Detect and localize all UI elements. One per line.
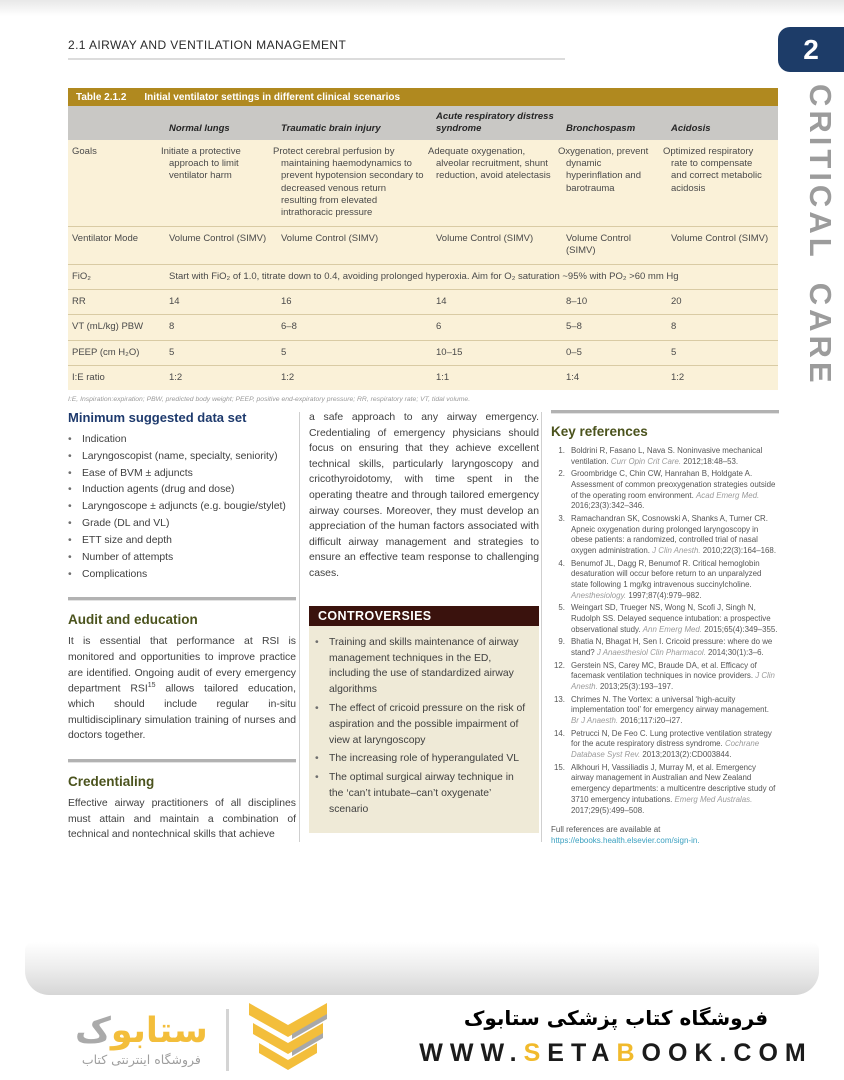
list-item bbox=[68, 533, 296, 549]
url-part: ETA bbox=[547, 1039, 617, 1067]
table-row bbox=[68, 365, 778, 390]
chapter-number-tab: 2 bbox=[778, 27, 844, 72]
table-cell: 1:2 bbox=[667, 365, 778, 390]
table-cell: Volume Control (SIMV) bbox=[667, 226, 778, 264]
table-cell: 5 bbox=[277, 340, 432, 365]
table-cell: 14 bbox=[432, 289, 562, 314]
table-row bbox=[68, 140, 778, 227]
reference-citation: 2010;22(3):164–168. bbox=[700, 546, 777, 556]
reference-item bbox=[551, 695, 779, 727]
reference-citation: 2015;65(4):349–355. bbox=[702, 624, 778, 634]
table-cell: 0–5 bbox=[562, 340, 667, 365]
list-item bbox=[315, 751, 529, 767]
table-cell: 5–8 bbox=[562, 315, 667, 340]
column-header: Normal lungs bbox=[165, 106, 277, 140]
table-cell: 5 bbox=[667, 340, 778, 365]
list-item bbox=[68, 516, 296, 532]
column-divider bbox=[299, 412, 300, 842]
reference-item bbox=[551, 661, 779, 693]
reference-text: Chrimes N. The Vortex: a universal ‘high-acuity implementation tool’ for emergency airway management. bbox=[571, 694, 769, 715]
chevrons-icon bbox=[245, 1001, 331, 1079]
table-cell: Volume Control (SIMV) bbox=[165, 226, 277, 264]
reference-number: 1. bbox=[558, 446, 565, 455]
bullet-glyph: • bbox=[68, 484, 72, 496]
reference-item bbox=[551, 559, 779, 602]
url-part-gold: B bbox=[616, 1039, 642, 1067]
credentialing-paragraph: Effective airway practitioners of all disciplines must attain and maintain a combination of technical and nontechnical skills that achieve bbox=[68, 798, 296, 841]
list-item-text: Training and skills maintenance of airway management techniques in the ED, including the use of standardized airway algorithms bbox=[329, 636, 519, 696]
table-cell: 14 bbox=[165, 289, 277, 314]
table-cell: Oxygenation, prevent dynamic hyperinflation and barotrauma bbox=[562, 140, 667, 227]
column-header: Acute respiratory distress syndrome bbox=[432, 106, 562, 140]
table-header-empty bbox=[68, 106, 165, 140]
table-cell: 16 bbox=[277, 289, 432, 314]
table-row bbox=[68, 315, 778, 340]
setabook-logo bbox=[75, 1000, 331, 1080]
list-item-text: ETT size and depth bbox=[82, 534, 172, 546]
reference-number: 3. bbox=[558, 514, 565, 524]
reference-journal: J Anaesthesiol Clin Pharmacol. bbox=[596, 648, 706, 658]
table-cell: Adequate oxygenation, alveolar recruitment, shunt reduction, avoid atelectasis bbox=[432, 140, 562, 227]
section-rule bbox=[68, 759, 296, 763]
reference-journal: Ann Emerg Med. bbox=[642, 624, 703, 634]
paragraph-text: It is essential that performance at RSI is monitored and opportunities to improve practice are identified. Ongoing audit of every emergency department RSI bbox=[68, 636, 296, 695]
reference-journal: Emerg Med Australas. bbox=[674, 794, 753, 804]
bullet-glyph: • bbox=[68, 450, 72, 462]
list-item-text: Laryngoscope ± adjuncts (e.g. bougie/stylet) bbox=[82, 501, 286, 513]
table-row bbox=[68, 264, 778, 289]
list-item bbox=[68, 466, 296, 482]
bullet-glyph: • bbox=[315, 702, 319, 714]
list-item-text: Laryngoscopist (name, specialty, seniority) bbox=[82, 450, 278, 462]
reference-journal: Curr Opin Crit Care. bbox=[610, 456, 682, 466]
list-item bbox=[68, 567, 296, 583]
reference-text: Boldrini R, Fasano L, Nava S. Noninvasive mechanical ventilation. bbox=[571, 446, 763, 466]
column-header: Acidosis bbox=[667, 106, 778, 140]
table-cell: Volume Control (SIMV) bbox=[562, 226, 667, 264]
list-item-text: Induction agents (drug and dose) bbox=[82, 484, 235, 496]
header-rule bbox=[68, 58, 565, 60]
table-cell: 8–10 bbox=[562, 289, 667, 314]
bullet-glyph: • bbox=[68, 568, 72, 580]
reference-journal: Acad Emerg Med. bbox=[696, 490, 760, 500]
table-cell: 8 bbox=[667, 315, 778, 340]
table-cell: Optimized respiratory rate to compensate and correct metabolic acidosis bbox=[667, 140, 778, 227]
reference-citation: 2016;117:i20–i27. bbox=[618, 716, 683, 726]
bullet-glyph: • bbox=[315, 753, 319, 765]
table-cell-span: Start with FiO₂ of 1.0, titrate down to 0.4, avoiding prolonged hyperoxia. Aim for O₂ saturation ~95% with PO₂ >60 mm Hg bbox=[165, 264, 778, 289]
reference-citation: 2017;29(5):499–508. bbox=[571, 805, 645, 815]
list-item bbox=[68, 432, 296, 448]
continuation-paragraph: a safe approach to any airway emergency. Credentialing of emergency physicians should focus on ensuring that they achieve excellent technical skills, particularly laryngoscopy and cricothyroidotomy, with time spent in the operating theatre and through tailored emergency airway courses. Moreover, they must develop an appreciation of the human factors associated with difficult airway management and strategies to ensure an effective team response to challenging cases. bbox=[309, 412, 539, 580]
reference-number: 13. bbox=[554, 694, 565, 704]
setabook-wordmark bbox=[75, 1013, 208, 1067]
reference-number: 4. bbox=[558, 558, 565, 568]
bullet-glyph: • bbox=[68, 467, 72, 479]
reference-item bbox=[551, 763, 779, 816]
table-title: Initial ventilator settings in different clinical scenarios bbox=[144, 91, 401, 103]
logo-divider bbox=[226, 1009, 229, 1071]
reference-text: Groombridge C, Chin CW, Hanrahan B, Holdgate A. Assessment of common preoxygenation strategies outside of the operating room environment. bbox=[571, 469, 776, 500]
table-cell: 6–8 bbox=[277, 315, 432, 340]
table-cell: Initiate a protective approach to limit ventilator harm bbox=[165, 140, 277, 227]
reference-citation: 2016;23(3):342–346. bbox=[571, 501, 645, 511]
reference-number: 5. bbox=[558, 603, 565, 613]
list-item-text: The effect of cricoid pressure on the risk of aspiration and the possible impairment of view at laryngoscopy bbox=[329, 702, 526, 746]
row-label: PEEP (cm H₂O) bbox=[68, 340, 165, 365]
reference-number: 2. bbox=[558, 469, 565, 479]
list-item-text: Indication bbox=[82, 434, 127, 445]
middle-column bbox=[309, 410, 539, 833]
table-cell: 20 bbox=[667, 289, 778, 314]
reference-item bbox=[551, 637, 779, 658]
list-item bbox=[68, 550, 296, 566]
bullet-glyph: • bbox=[315, 772, 319, 784]
section-rule bbox=[551, 410, 779, 414]
full-references-text: Full references are available at bbox=[551, 825, 661, 835]
row-label: Goals bbox=[68, 140, 165, 227]
table-row bbox=[68, 289, 778, 314]
reference-item bbox=[551, 729, 779, 761]
reference-item bbox=[551, 469, 779, 512]
list-item-text: Number of attempts bbox=[82, 551, 174, 563]
table-cell: 8 bbox=[165, 315, 277, 340]
page-bottom-shadow bbox=[25, 942, 819, 995]
controversies-body bbox=[309, 626, 539, 833]
controversies-box bbox=[309, 606, 539, 833]
reference-number: 14. bbox=[554, 728, 565, 738]
row-label: RR bbox=[68, 289, 165, 314]
column-divider bbox=[541, 412, 542, 842]
reference-superscript: 15 bbox=[147, 682, 156, 690]
reference-journal: J Clin Anesth. bbox=[652, 546, 701, 556]
data-set-list bbox=[68, 432, 296, 582]
table-title-bar bbox=[68, 88, 778, 106]
reference-citation: 2013;25(3):193–197. bbox=[597, 682, 674, 692]
table-number: Table 2.1.2 bbox=[76, 91, 127, 103]
wordmark-gold-part: ستابو bbox=[110, 1011, 208, 1052]
left-column bbox=[68, 410, 296, 853]
logo-caption: فروشگاه اینترنتی کتاب bbox=[81, 1051, 201, 1067]
bullet-glyph: • bbox=[68, 518, 72, 530]
reference-text: Alkhouri H, Vassiliadis J, Murray M, et al. Emergency airway management in Australian and New Zealand emergency departments: a multicentre descriptive study of 3710 emergency intubations. bbox=[571, 762, 776, 804]
reference-text: Gerstein NS, Carey MC, Braude DA, et al. Efficacy of facemask ventilation techniques in novice providers. bbox=[571, 660, 757, 681]
reference-citation: 2014;30(1):3–6. bbox=[705, 648, 764, 658]
list-item-text: Complications bbox=[82, 568, 148, 580]
column-header: Traumatic brain injury bbox=[277, 106, 432, 140]
row-label: VT (mL/kg) PBW bbox=[68, 315, 165, 340]
list-item-text: The increasing role of hyperangulated VL bbox=[329, 753, 520, 765]
table-cell: 5 bbox=[165, 340, 277, 365]
section-rule bbox=[68, 597, 296, 601]
table-cell: Volume Control (SIMV) bbox=[432, 226, 562, 264]
heading-credentialing: Credentialing bbox=[68, 774, 155, 790]
paragraph-text: allows tailored education, which should include regular in-situ multidisciplinary simulation training of nurses and doctors together. bbox=[68, 683, 296, 742]
url-part: WWW. bbox=[419, 1039, 524, 1067]
list-item-text: The optimal surgical airway technique in the ‘can’t intubate–can’t oxygenate’ scenario bbox=[329, 772, 514, 815]
list-item bbox=[315, 635, 529, 698]
reference-journal: J Clin Anesth. bbox=[571, 671, 775, 692]
table-cell: Volume Control (SIMV) bbox=[277, 226, 432, 264]
reference-item bbox=[551, 446, 779, 467]
heading-key-references: Key references bbox=[551, 424, 648, 439]
reference-number: 15. bbox=[554, 762, 565, 772]
ventilator-settings-table bbox=[68, 88, 778, 403]
reference-text: Petrucci N, De Feo C. Lung protective ventilation strategy for the acute respiratory distress syndrome. bbox=[571, 728, 772, 749]
right-column bbox=[551, 410, 779, 847]
bullet-glyph: • bbox=[68, 501, 72, 513]
reference-number: 9. bbox=[558, 637, 565, 647]
store-url bbox=[404, 1039, 828, 1068]
table-cell: Protect cerebral perfusion by maintaining haemodynamics to prevent hypotension secondary to decreased venous return resulting from elevated intrathoracic pressure bbox=[277, 140, 432, 227]
reference-number: 12. bbox=[554, 660, 565, 670]
bullet-glyph: • bbox=[315, 636, 319, 648]
table-cell: 1:1 bbox=[432, 365, 562, 390]
references-list bbox=[551, 446, 779, 816]
table-row bbox=[68, 340, 778, 365]
row-label: Ventilator Mode bbox=[68, 226, 165, 264]
table-header-row bbox=[68, 106, 778, 140]
store-tagline: فروشگاه کتاب پزشکی ستابوک bbox=[463, 1006, 769, 1030]
bullet-glyph: • bbox=[68, 434, 72, 445]
side-section-label: CRITICAL CARE bbox=[803, 84, 838, 387]
list-item bbox=[68, 449, 296, 465]
reference-item bbox=[551, 603, 779, 635]
setabook-footer bbox=[404, 1006, 828, 1068]
url-part-gold: S bbox=[523, 1039, 548, 1067]
list-item bbox=[315, 770, 529, 817]
full-references-note bbox=[551, 824, 779, 846]
reference-text: Ramachandran SK, Cosnowski A, Shanks A, Turner CR. Apneic oxygenation during prolonged laryngoscopy in obese patients: a randomized, controlled trial of nasal oxygen administration. bbox=[571, 514, 768, 556]
row-label: FiO₂ bbox=[68, 264, 165, 289]
page-top-shadow bbox=[0, 0, 844, 16]
controversies-header: CONTROVERSIES bbox=[309, 606, 539, 626]
url-part: OOK.COM bbox=[641, 1039, 813, 1067]
row-label: I:E ratio bbox=[68, 365, 165, 390]
wordmark-text bbox=[75, 1013, 208, 1050]
column-header: Bronchospasm bbox=[562, 106, 667, 140]
bullet-glyph: • bbox=[68, 534, 72, 546]
reference-journal: Br J Anaesth. bbox=[571, 716, 619, 726]
reference-citation: 2012;18:48–53. bbox=[681, 456, 739, 466]
reference-citation: 1997;87(4):979–982. bbox=[626, 590, 702, 600]
reference-text: Weingart SD, Trueger NS, Wong N, Scofi J, Singh N, Rudolph SS. Delayed sequence intubation: a prospective observational study. bbox=[571, 603, 771, 634]
heading-minimum-data-set: Minimum suggested data set bbox=[68, 410, 247, 425]
list-item bbox=[68, 499, 296, 515]
heading-audit-education: Audit and education bbox=[68, 612, 198, 628]
table-cell: 1:4 bbox=[562, 365, 667, 390]
reference-text: Bhatia N, Bhagat H, Sen I. Cricoid pressure: where do we stand? bbox=[571, 637, 773, 658]
bullet-glyph: • bbox=[68, 551, 72, 563]
table-cell: 10–15 bbox=[432, 340, 562, 365]
list-item bbox=[315, 701, 529, 748]
list-item bbox=[68, 482, 296, 498]
list-item-text: Grade (DL and VL) bbox=[82, 518, 170, 530]
reference-journal: Anesthesiology. bbox=[571, 590, 627, 600]
running-head: 2.1 AIRWAY AND VENTILATION MANAGEMENT bbox=[68, 38, 347, 52]
table-cell: 1:2 bbox=[277, 365, 432, 390]
reference-item bbox=[551, 514, 779, 557]
wordmark-gray-part: ک bbox=[75, 1011, 111, 1052]
reference-text: Benumof JL, Dagg R, Benumof R. Critical hemoglobin desaturation will occur before return to an unparalyzed state following 1 mg/kg intravenous succinylcholine. bbox=[571, 558, 762, 590]
table-footnote: I:E, Inspiration:expiration; PBW, predicted body weight; PEEP, positive end-expiratory pressure; RR, respiratory rate; VT, tidal volume. bbox=[68, 396, 471, 404]
table-cell: 6 bbox=[432, 315, 562, 340]
table-cell: 1:2 bbox=[165, 365, 277, 390]
full-references-link[interactable]: https://ebooks.health.elsevier.com/sign-in. bbox=[551, 836, 700, 846]
table-row bbox=[68, 226, 778, 264]
audit-paragraph bbox=[68, 634, 296, 744]
reference-citation: 2013;2013(2):CD003844. bbox=[640, 750, 732, 760]
list-item-text: Ease of BVM ± adjuncts bbox=[82, 467, 193, 479]
reference-journal: Cochrane Database Syst Rev. bbox=[571, 739, 760, 760]
